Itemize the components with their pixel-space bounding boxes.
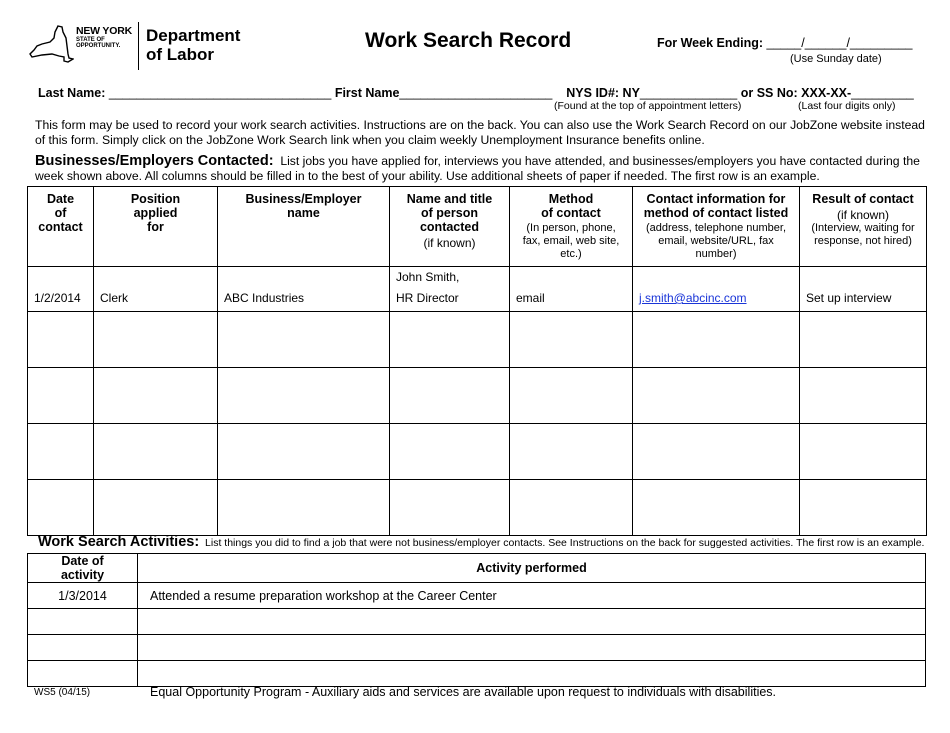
nys-id-field[interactable]: ______________ (639, 86, 738, 100)
cell-result[interactable] (800, 480, 927, 536)
nys-id-hint: (Found at the top of appointment letters) (554, 100, 742, 112)
equal-opportunity-notice: Equal Opportunity Program - Auxiliary aids and services are available upon request to individuals with disabilities. (150, 685, 777, 699)
department-name-line1: Department (146, 26, 241, 45)
col-header-business: Business/Employer name (218, 187, 390, 267)
cell-position[interactable] (94, 368, 218, 424)
ss-label: or SS No: XXX-XX- (740, 86, 852, 100)
cell-person-title: HR Director (396, 291, 459, 305)
cell-position[interactable] (94, 480, 218, 536)
cell-business[interactable]: ABC Industries (218, 267, 390, 312)
cell-business[interactable] (218, 368, 390, 424)
cell-activity-date[interactable] (28, 609, 138, 635)
contacts-blank-row (28, 480, 927, 536)
cell-date[interactable] (28, 424, 94, 480)
week-ending-hint: (Use Sunday date) (790, 53, 882, 65)
new-york-state-map-icon (28, 24, 74, 68)
week-ending-blank[interactable]: _____/______/_________ (763, 36, 913, 50)
col-header-method: Method of contact (In person, phone, fax, email, web site, etc.) (510, 187, 633, 267)
activities-blank-row (28, 661, 926, 687)
cell-activity-date[interactable] (28, 661, 138, 687)
last-name-field[interactable]: ________________________________ (105, 86, 335, 100)
cell-person[interactable] (390, 480, 510, 536)
cell-contact-info[interactable] (633, 312, 800, 368)
activities-blank-row (28, 635, 926, 661)
cell-date[interactable]: 1/2/2014 (28, 267, 94, 312)
col-header-result: Result of contact (if known) (Interview, waiting for response, not hired) (800, 187, 927, 267)
cell-contact-info[interactable] (633, 267, 800, 312)
col-header-contact-info: Contact information for method of contact listed (address, telephone number, email, website/URL, fax number) (633, 187, 800, 267)
cell-activity[interactable] (138, 635, 926, 661)
cell-business[interactable] (218, 312, 390, 368)
form-title: Work Search Record (365, 29, 572, 52)
cell-method[interactable]: email (510, 267, 633, 312)
cell-method[interactable] (510, 480, 633, 536)
cell-person-name: John Smith, (396, 270, 460, 284)
contacts-section-description: List jobs you have applied for, interviews you have attended, and businesses/employers you have contacted during the week shown above. All columns should be filled in to the best of your ability. Use additional sheets of paper if needed. The first row is an example. (35, 154, 920, 183)
contact-email-link[interactable]: j.smith@abcinc.com (639, 291, 747, 305)
cell-position[interactable] (94, 312, 218, 368)
activities-example-row (28, 583, 926, 609)
col-header-person: Name and title of person contacted (if known) (390, 187, 510, 267)
contacts-blank-row (28, 312, 927, 368)
cell-position[interactable]: Clerk (94, 267, 218, 312)
activities-section-heading: Work Search Activities: (38, 534, 200, 550)
cell-person[interactable] (390, 368, 510, 424)
cell-person[interactable] (390, 267, 510, 312)
cell-person[interactable] (390, 312, 510, 368)
contacts-blank-row (28, 368, 927, 424)
cell-method[interactable] (510, 424, 633, 480)
cell-contact-info[interactable] (633, 368, 800, 424)
first-name-label: First Name (334, 86, 400, 100)
nys-dol-logo (28, 20, 258, 72)
cell-activity[interactable]: Attended a resume preparation workshop at the Career Center (138, 583, 926, 609)
contacts-header-row (28, 187, 927, 267)
intro-text: This form may be used to record your work search activities. Instructions are on the back. You can also use the Work Search Record on our JobZone website instead of this form. Simply click on the JobZone Work Search link when you claim weekly Unemployment Insurance benefits online. (35, 118, 925, 147)
nys-id-label: NYS ID#: NY (566, 86, 640, 100)
department-name (146, 26, 240, 64)
cell-activity-date[interactable] (28, 635, 138, 661)
col-header-date: Date of contact (28, 187, 94, 267)
contacts-section-heading: Businesses/Employers Contacted: (35, 153, 274, 169)
ss-field[interactable]: _________ (851, 86, 914, 100)
cell-result[interactable] (800, 424, 927, 480)
cell-date[interactable] (28, 368, 94, 424)
activities-header-row (28, 554, 926, 583)
cell-result[interactable] (800, 312, 927, 368)
logo-divider (138, 22, 139, 70)
cell-contact-info[interactable] (633, 424, 800, 480)
department-name-line2: of Labor (146, 45, 214, 64)
contacts-section-intro (35, 154, 925, 184)
cell-person[interactable] (390, 424, 510, 480)
contacts-table (27, 186, 927, 536)
cell-method[interactable] (510, 312, 633, 368)
identity-line (38, 86, 914, 100)
cell-activity-date[interactable]: 1/3/2014 (28, 583, 138, 609)
cell-business[interactable] (218, 480, 390, 536)
cell-business[interactable] (218, 424, 390, 480)
week-ending-field[interactable] (657, 36, 913, 50)
col-header-position: Position applied for (94, 187, 218, 267)
first-name-field[interactable]: ______________________ (399, 86, 553, 100)
nys-wordmark (76, 26, 138, 49)
nys-wordmark-line2: STATE OF (76, 36, 105, 43)
col-header-activity: Activity performed (138, 554, 926, 583)
activities-table (27, 553, 926, 687)
last-name-label: Last Name: (38, 86, 106, 100)
contacts-example-row (28, 267, 927, 312)
cell-method[interactable] (510, 368, 633, 424)
activities-blank-row (28, 609, 926, 635)
nys-wordmark-line1: NEW YORK (76, 25, 132, 37)
cell-result[interactable]: Set up interview (800, 267, 927, 312)
nys-wordmark-line3: OPPORTUNITY. (76, 42, 121, 49)
cell-position[interactable] (94, 424, 218, 480)
activities-section-intro (38, 534, 924, 550)
form-code: WS5 (04/15) (34, 687, 91, 698)
ss-hint: (Last four digits only) (798, 100, 896, 112)
cell-contact-info[interactable] (633, 480, 800, 536)
cell-activity[interactable] (138, 609, 926, 635)
week-ending-label: For Week Ending: (657, 36, 764, 50)
contacts-blank-row (28, 424, 927, 480)
cell-date[interactable] (28, 312, 94, 368)
activities-section-description: List things you did to find a job that were not business/employer contacts. See Instructions on the back for suggested activities. The first row is an example. (205, 537, 925, 549)
col-header-activity-date: Date of activity (28, 554, 138, 583)
cell-activity[interactable] (138, 661, 926, 687)
cell-date[interactable] (28, 480, 94, 536)
cell-result[interactable] (800, 368, 927, 424)
